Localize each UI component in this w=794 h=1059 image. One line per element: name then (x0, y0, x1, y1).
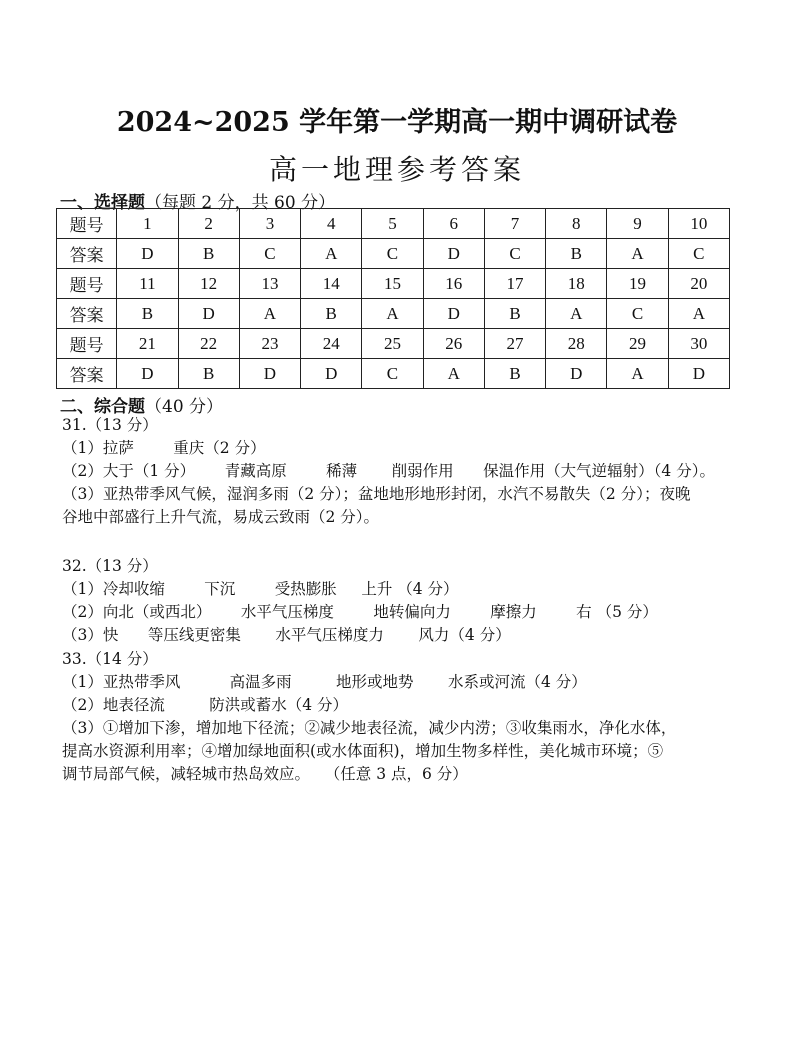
answer-cell: A (546, 299, 607, 329)
answer-cell: A (607, 359, 668, 389)
answer-cell: A (423, 359, 484, 389)
q31-part3-line2: 谷地中部盛行上升气流，易成云致雨（2 分）。 (62, 508, 380, 526)
section2-title: 二、综合题 (60, 397, 145, 417)
page-subtitle: 高一地理参考答案 (268, 153, 525, 186)
question-number-cell: 13 (239, 269, 300, 299)
answer-cell: B (484, 359, 545, 389)
answer-cell: B (301, 299, 362, 329)
answer-cell: A (239, 299, 300, 329)
question-number-cell: 20 (668, 269, 729, 299)
answer-cell: C (239, 239, 300, 269)
question-number-cell: 26 (423, 329, 484, 359)
question-number-cell: 6 (423, 209, 484, 239)
question-number-cell: 15 (362, 269, 423, 299)
row-label-question: 题号 (57, 329, 117, 359)
question-number-row (57, 269, 730, 299)
row-label-answer: 答案 (57, 359, 117, 389)
answer-cell: D (423, 299, 484, 329)
question-number-cell: 19 (607, 269, 668, 299)
q32-part3: （3）快 等压线更密集 水平气压梯度力 风力（4 分） (62, 626, 511, 644)
q33-part3-line2: 提高水资源利用率；④增加绿地面积(或水体面积)，增加生物多样性，美化城市环境；⑤ (62, 742, 664, 760)
question-number-cell: 1 (117, 209, 178, 239)
question-number-cell: 17 (484, 269, 545, 299)
row-label-question: 题号 (57, 209, 117, 239)
answer-cell: D (117, 239, 178, 269)
answer-cell: A (301, 239, 362, 269)
q32-part1: （1）冷却收缩 下沉 受热膨胀 上升 （4 分） (62, 580, 459, 598)
question-number-cell: 12 (178, 269, 239, 299)
q32-part2: （2）向北（或西北） 水平气压梯度 地转偏向力 摩擦力 右 （5 分） (62, 603, 658, 621)
answer-row (57, 239, 730, 269)
answer-cell: C (362, 359, 423, 389)
answer-row (57, 359, 730, 389)
q31-heading: 31.（13 分） (62, 416, 158, 434)
row-label-question: 题号 (57, 269, 117, 299)
question-number-cell: 11 (117, 269, 178, 299)
q31-part3-line1: （3）亚热带季风气候，湿润多雨（2 分）；盆地地形地形封闭，水汽不易散失（2 分）；夜晚 (62, 485, 691, 503)
question-number-cell: 14 (301, 269, 362, 299)
q33-heading: 33.（14 分） (62, 650, 158, 668)
question-number-cell: 9 (607, 209, 668, 239)
answer-cell: B (178, 239, 239, 269)
answer-row (57, 299, 730, 329)
question-number-cell: 16 (423, 269, 484, 299)
answer-cell: D (178, 299, 239, 329)
question-number-cell: 10 (668, 209, 729, 239)
answer-cell: B (546, 239, 607, 269)
question-number-cell: 25 (362, 329, 423, 359)
answer-cell: D (301, 359, 362, 389)
question-number-cell: 3 (239, 209, 300, 239)
question-number-cell: 30 (668, 329, 729, 359)
question-number-cell: 2 (178, 209, 239, 239)
question-number-cell: 21 (117, 329, 178, 359)
question-number-row (57, 209, 730, 239)
answer-cell: A (607, 239, 668, 269)
question-number-cell: 28 (546, 329, 607, 359)
question-number-cell: 23 (239, 329, 300, 359)
answer-cell: C (484, 239, 545, 269)
answer-cell: D (117, 359, 178, 389)
q33-part2: （2）地表径流 防洪或蓄水（4 分） (62, 696, 348, 714)
q33-part1: （1）亚热带季风 高温多雨 地形或地势 水系或河流（4 分） (62, 673, 587, 691)
q31-part2: （2）大于（1 分） 青藏高原 稀薄 削弱作用 保温作用（大气逆辐射）（4 分）。 (62, 462, 715, 480)
section1-note: （每题 2 分，共 60 分） (145, 193, 336, 213)
answer-cell: B (484, 299, 545, 329)
question-number-cell: 7 (484, 209, 545, 239)
question-number-cell: 18 (546, 269, 607, 299)
question-number-cell: 22 (178, 329, 239, 359)
q33-part3-line3: 调节局部气候，减轻城市热岛效应。 （任意 3 点，6 分） (62, 765, 468, 783)
answer-table (56, 208, 730, 389)
question-number-cell: 29 (607, 329, 668, 359)
question-number-cell: 27 (484, 329, 545, 359)
question-number-cell: 5 (362, 209, 423, 239)
answer-cell: B (178, 359, 239, 389)
q33-part3-line1: （3）①增加下渗，增加地下径流；②减少地表径流，减少内涝；③收集雨水，净化水体， (62, 719, 677, 737)
row-label-answer: 答案 (57, 239, 117, 269)
answer-cell: A (362, 299, 423, 329)
answer-cell: D (239, 359, 300, 389)
answer-cell: A (668, 299, 729, 329)
answer-cell: C (607, 299, 668, 329)
answer-cell: C (668, 239, 729, 269)
row-label-answer: 答案 (57, 299, 117, 329)
q32-heading: 32.（13 分） (62, 557, 158, 575)
answer-cell: D (546, 359, 607, 389)
page-title: 2024~2025 学年第一学期高一期中调研试卷 (116, 107, 678, 138)
answer-cell: D (423, 239, 484, 269)
q31-part1: （1）拉萨 重庆（2 分） (62, 439, 266, 457)
question-number-cell: 24 (301, 329, 362, 359)
section1-title: 一、选择题 (60, 193, 145, 213)
answer-cell: D (668, 359, 729, 389)
section2-note: （40 分） (145, 397, 224, 417)
answer-cell: B (117, 299, 178, 329)
question-number-cell: 4 (301, 209, 362, 239)
question-number-cell: 8 (546, 209, 607, 239)
answer-cell: C (362, 239, 423, 269)
question-number-row (57, 329, 730, 359)
